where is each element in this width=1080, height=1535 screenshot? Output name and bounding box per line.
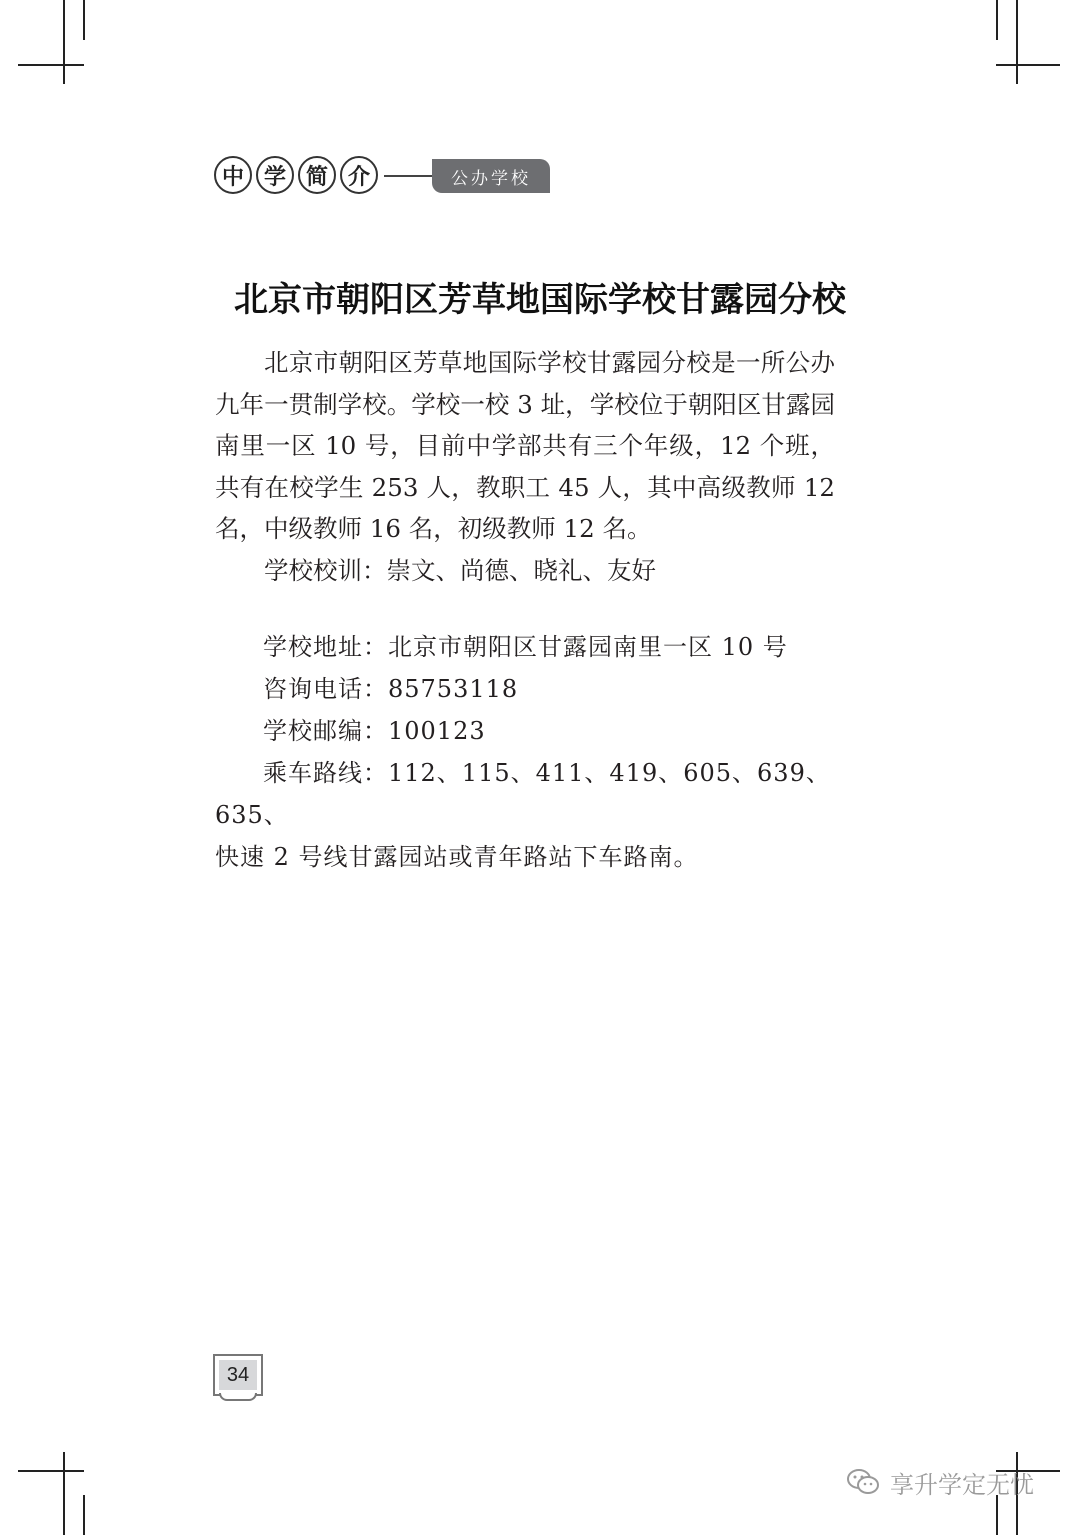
routes-line: 乘车路线：112、115、411、419、605、639、635、 xyxy=(215,759,831,829)
header-connector xyxy=(384,175,434,177)
header-char-2: 学 xyxy=(256,156,294,194)
header-char-4: 介 xyxy=(340,156,378,194)
school-motto: 学校校训：崇文、尚德、晓礼、友好 xyxy=(264,555,656,585)
wechat-icon xyxy=(846,1467,880,1497)
phone-line: 咨询电话：85753118 xyxy=(263,675,519,703)
contact-info xyxy=(215,626,835,878)
school-title: 北京市朝阳区芳草地国际学校甘露园分校 xyxy=(234,280,846,320)
book-icon xyxy=(219,1393,257,1401)
header-char-3: 简 xyxy=(298,156,336,194)
school-description xyxy=(215,342,835,591)
description-paragraph: 北京市朝阳区芳草地国际学校甘露园分校是一所公办九年一贯制学校。学校一校 3 址，学校位于朝阳区甘露园南里一区 10 号，目前中学部共有三个年级，12 个班，共有在校学生 253 人，教职工 45 人，其中高级教师 12 名，中级教师 16 名，初级教师 12 名。 xyxy=(215,348,835,543)
section-header xyxy=(214,156,544,198)
page-number-badge xyxy=(213,1354,263,1396)
page-number: 34 xyxy=(219,1360,257,1390)
routes-continued-line: 快速 2 号线甘露园站或青年路站下车路南。 xyxy=(215,843,699,871)
category-tag: 公办学校 xyxy=(432,159,550,193)
watermark xyxy=(846,1462,1034,1502)
header-char-1: 中 xyxy=(214,156,252,194)
watermark-text: 享升学定无忧 xyxy=(890,1470,1034,1499)
address-line: 学校地址：北京市朝阳区甘露园南里一区 10 号 xyxy=(263,633,788,661)
postcode-line: 学校邮编：100123 xyxy=(263,717,486,745)
